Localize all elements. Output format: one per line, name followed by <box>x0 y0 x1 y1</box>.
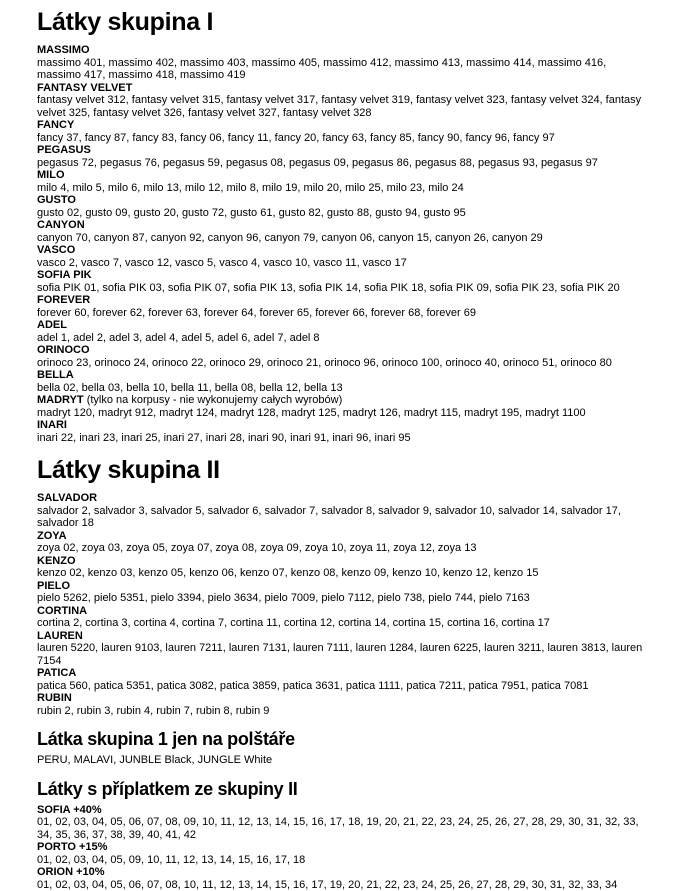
fabric-group-name: BELLA <box>37 369 74 381</box>
fabric-group-header <box>37 555 649 568</box>
fabric-group-items: salvador 2, salvador 3, salvador 5, salvador 6, salvador 7, salvador 8, salvador 9, salvador 10, salvador 14, salvador 17, salvador 18 <box>37 505 649 530</box>
fabric-group-name: KENZO <box>37 555 76 567</box>
sections-root <box>37 8 649 891</box>
fabric-group-items: vasco 2, vasco 7, vasco 12, vasco 5, vasco 4, vasco 10, vasco 11, vasco 17 <box>37 257 649 270</box>
fabric-group-header <box>37 419 649 432</box>
fabric-group-name: ORINOCO <box>37 344 90 356</box>
fabric-group-name: INARI <box>37 419 67 431</box>
fabric-group-items: 01, 02, 03, 04, 05, 09, 10, 11, 12, 13, 14, 15, 16, 17, 18 <box>37 854 649 867</box>
fabric-group-name: MADRYT <box>37 394 84 406</box>
section-title: Látka skupina 1 jen na polštáře <box>37 729 649 750</box>
fabric-group-header <box>37 580 649 593</box>
fabric-group-name: PORTO +15% <box>37 841 107 853</box>
fabric-group-items: fantasy velvet 312, fantasy velvet 315, fantasy velvet 317, fantasy velvet 319, fantasy velvet 323, fantasy velvet 324, fantasy velvet 325, fantasy velvet 326, fantasy velvet 327, fantasy velvet 328 <box>37 94 649 119</box>
fabric-group-header <box>37 244 649 257</box>
fabric-group-header <box>37 82 649 95</box>
fabric-group-items: PERU, MALAVI, JUNBLE Black, JUNGLE White <box>37 754 649 767</box>
fabric-group-header <box>37 394 649 407</box>
section-title: Látky skupina I <box>37 8 649 36</box>
fabric-group-header <box>37 605 649 618</box>
fabric-group-name: CORTINA <box>37 605 87 617</box>
fabric-group-items: adel 1, adel 2, adel 3, adel 4, adel 5, adel 6, adel 7, adel 8 <box>37 332 649 345</box>
fabric-group-header <box>37 492 649 505</box>
fabric-group-name: SALVADOR <box>37 492 97 504</box>
fabric-group-header <box>37 169 649 182</box>
fabric-group-header <box>37 219 649 232</box>
fabric-group-items: zoya 02, zoya 03, zoya 05, zoya 07, zoya 08, zoya 09, zoya 10, zoya 11, zoya 12, zoya 13 <box>37 542 649 555</box>
fabric-group-items: canyon 70, canyon 87, canyon 92, canyon 96, canyon 79, canyon 06, canyon 15, canyon 26, canyon 29 <box>37 232 649 245</box>
fabric-group-name: FOREVER <box>37 294 90 306</box>
fabric-group-name: ZOYA <box>37 530 67 542</box>
fabric-group-header <box>37 44 649 57</box>
fabric-group-name: MASSIMO <box>37 44 90 56</box>
fabric-group-header <box>37 294 649 307</box>
fabric-group-header <box>37 630 649 643</box>
fabric-group-items: madryt 120, madryt 912, madryt 124, madryt 128, madryt 125, madryt 126, madryt 115, madryt 195, madryt 1100 <box>37 407 649 420</box>
fabric-group-items: 01, 02, 03, 04, 05, 06, 07, 08, 10, 11, 12, 13, 14, 15, 16, 17, 19, 20, 21, 22, 23, 24, 25, 26, 27, 28, 29, 30, 31, 32, 33, 34 <box>37 879 649 891</box>
fabric-group-header <box>37 319 649 332</box>
fabric-group-header <box>37 119 649 132</box>
fabric-group-name: RUBIN <box>37 692 72 704</box>
fabric-group-items: gusto 02, gusto 09, gusto 20, gusto 72, gusto 61, gusto 82, gusto 88, gusto 94, gusto 95 <box>37 207 649 220</box>
fabric-group-name: GUSTO <box>37 194 76 206</box>
fabric-group-name: ADEL <box>37 319 67 331</box>
fabric-group-items: milo 4, milo 5, milo 6, milo 13, milo 12, milo 8, milo 19, milo 20, milo 25, milo 23, milo 24 <box>37 182 649 195</box>
fabric-group-items: fancy 37, fancy 87, fancy 83, fancy 06, fancy 11, fancy 20, fancy 63, fancy 85, fancy 90, fancy 96, fancy 97 <box>37 132 649 145</box>
fabric-group-header <box>37 841 649 854</box>
fabric-group-name: FANCY <box>37 119 74 131</box>
fabric-group-items: forever 60, forever 62, forever 63, forever 64, forever 65, forever 66, forever 68, forever 69 <box>37 307 649 320</box>
fabric-group-name: LAUREN <box>37 630 83 642</box>
fabric-group-items: rubin 2, rubin 3, rubin 4, rubin 7, rubin 8, rubin 9 <box>37 705 649 718</box>
fabric-section <box>37 456 649 717</box>
fabric-group-note: (tylko na korpusy - nie wykonujemy całych wyrobów) <box>84 394 343 406</box>
fabric-section <box>37 779 649 891</box>
fabric-group-items: lauren 5220, lauren 9103, lauren 7211, lauren 7131, lauren 7111, lauren 1284, lauren 6225, lauren 3211, lauren 3813, lauren 7154 <box>37 642 649 667</box>
fabric-group-items: 01, 02, 03, 04, 05, 06, 07, 08, 09, 10, 11, 12, 13, 14, 15, 16, 17, 18, 19, 20, 21, 22, 23, 24, 25, 26, 27, 28, 29, 30, 31, 32, 33, 34, 35, 36, 37, 38, 39, 40, 41, 42 <box>37 816 649 841</box>
fabric-section <box>37 729 649 767</box>
fabric-group-items: cortina 2, cortina 3, cortina 4, cortina 7, cortina 11, cortina 12, cortina 14, cortina 15, cortina 16, cortina 17 <box>37 617 649 630</box>
fabric-group-items: sofia PIK 01, sofia PIK 03, sofia PIK 07, sofia PIK 13, sofia PIK 14, sofia PIK 18, sofia PIK 09, sofia PIK 23, sofia PIK 20 <box>37 282 649 295</box>
fabric-group-name: MILO <box>37 169 65 181</box>
fabric-group-items: bella 02, bella 03, bella 10, bella 11, bella 08, bella 12, bella 13 <box>37 382 649 395</box>
fabric-group-name: PATICA <box>37 667 76 679</box>
fabric-group-name: VASCO <box>37 244 75 256</box>
fabric-group-items: patica 560, patica 5351, patica 3082, patica 3859, patica 3631, patica 1111, patica 7211, patica 7951, patica 7081 <box>37 680 649 693</box>
fabric-group-name: ORION +10% <box>37 866 105 878</box>
fabric-group-header <box>37 667 649 680</box>
fabric-group-items: pegasus 72, pegasus 76, pegasus 59, pegasus 08, pegasus 09, pegasus 86, pegasus 88, pegasus 93, pegasus 97 <box>37 157 649 170</box>
fabric-group-name: PIELO <box>37 580 70 592</box>
fabric-group-items: kenzo 02, kenzo 03, kenzo 05, kenzo 06, kenzo 07, kenzo 08, kenzo 09, kenzo 10, kenzo 12, kenzo 15 <box>37 567 649 580</box>
fabric-group-items: massimo 401, massimo 402, massimo 403, massimo 405, massimo 412, massimo 413, massimo 414, massimo 416, massimo 417, massimo 418, massimo 419 <box>37 57 649 82</box>
fabric-group-name: CANYON <box>37 219 85 231</box>
fabric-group-header <box>37 344 649 357</box>
fabric-section <box>37 8 649 444</box>
fabric-group-name: SOFIA PIK <box>37 269 92 281</box>
fabric-group-name: FANTASY VELVET <box>37 82 132 94</box>
section-title: Látky skupina II <box>37 456 649 484</box>
fabric-group-name: SOFIA +40% <box>37 804 102 816</box>
fabric-group-items: pielo 5262, pielo 5351, pielo 3394, pielo 3634, pielo 7009, pielo 7112, pielo 738, pielo 744, pielo 7163 <box>37 592 649 605</box>
fabric-group-header <box>37 804 649 817</box>
fabric-group-header <box>37 866 649 879</box>
fabric-group-header <box>37 194 649 207</box>
fabric-group-items: orinoco 23, orinoco 24, orinoco 22, orinoco 29, orinoco 21, orinoco 96, orinoco 100, orinoco 40, orinoco 51, orinoco 80 <box>37 357 649 370</box>
fabric-group-header <box>37 269 649 282</box>
fabric-group-header <box>37 530 649 543</box>
fabric-group-header <box>37 144 649 157</box>
fabric-group-name: PEGASUS <box>37 144 91 156</box>
fabric-group-header <box>37 369 649 382</box>
fabric-group-items: inari 22, inari 23, inari 25, inari 27, inari 28, inari 90, inari 91, inari 96, inari 95 <box>37 432 649 445</box>
fabric-group-header <box>37 692 649 705</box>
section-title: Látky s příplatkem ze skupiny II <box>37 779 649 800</box>
